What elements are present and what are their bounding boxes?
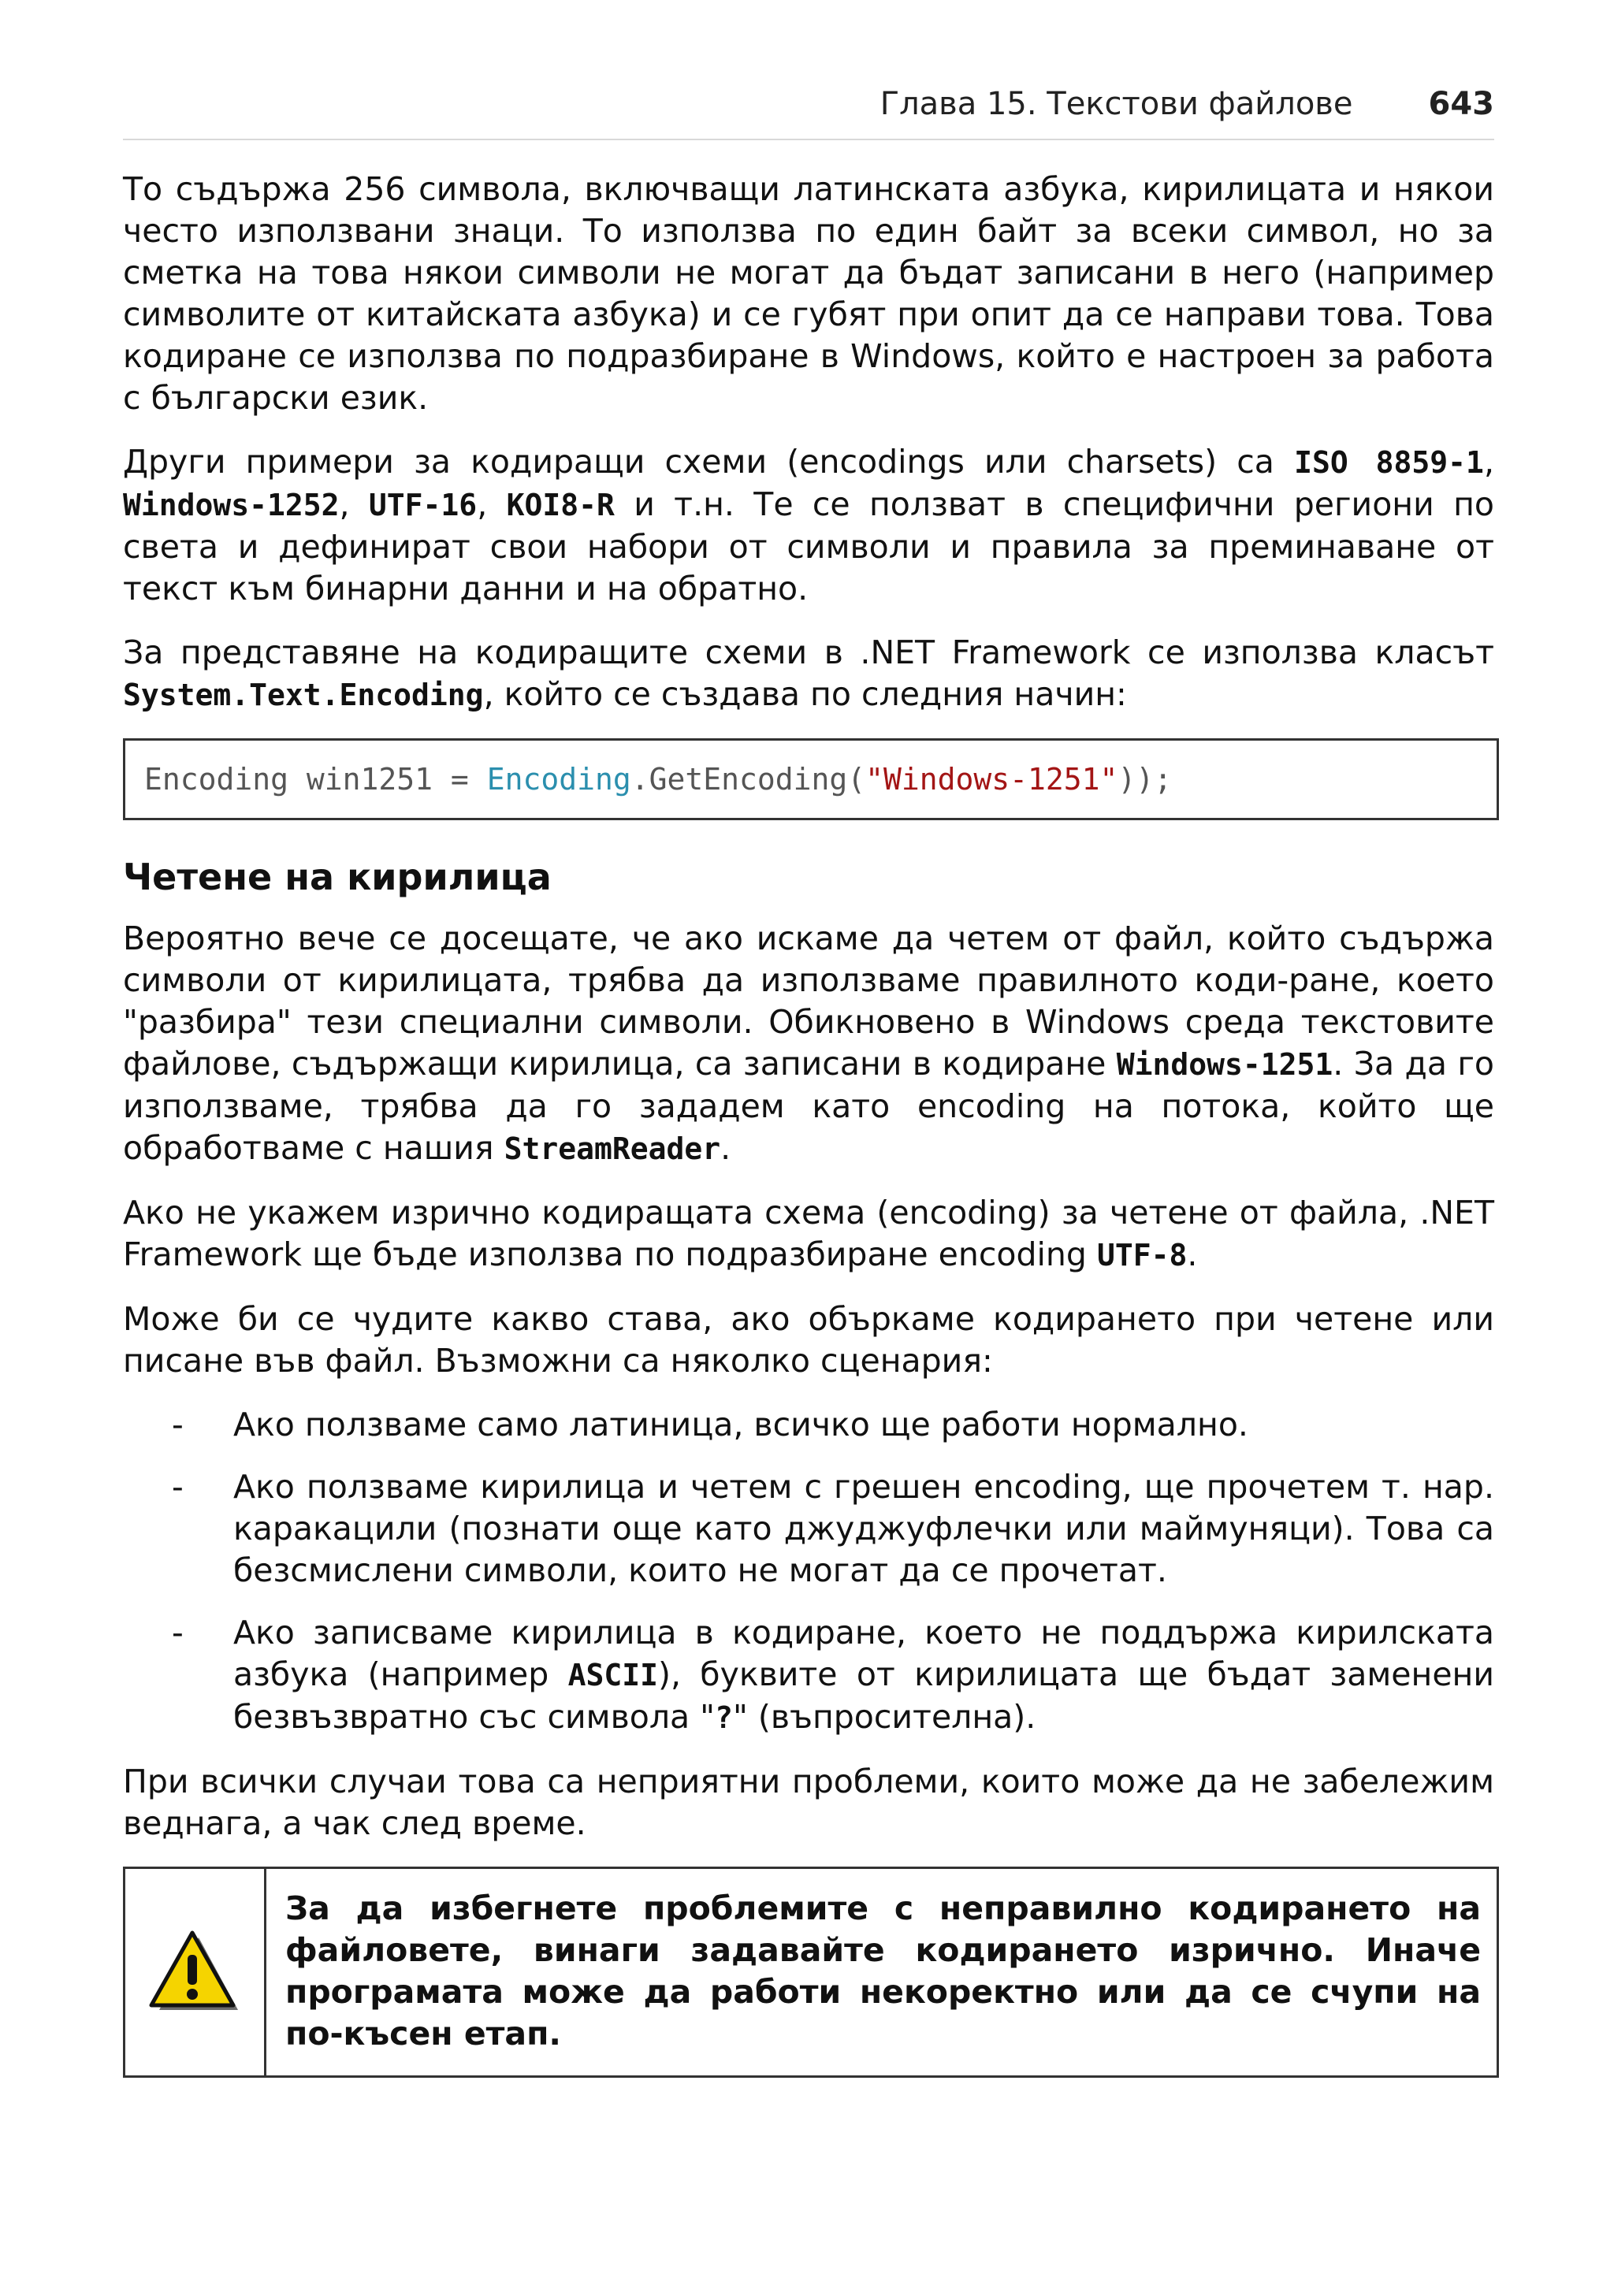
paragraph-cyrillic-reading — [123, 918, 1494, 1170]
text-run: . За да го използваме, трябва да го зададем като encoding на потока, който ще обработваме с нашия — [123, 1045, 1494, 1167]
list-item — [123, 1466, 1494, 1592]
list-item-text: Ако ползваме само латиница, всичко ще работи нормално. — [233, 1406, 1248, 1443]
paragraph-default-encoding — [123, 1192, 1494, 1276]
list-dash: - — [172, 1614, 184, 1651]
chapter-title: Глава 15. Текстови файлове — [880, 86, 1353, 122]
inline-code: StreamReader — [504, 1131, 721, 1166]
warning-icon — [148, 1930, 241, 2015]
code-token: )); — [1118, 762, 1173, 797]
text-run: За представяне на кодиращите схеми в .NET Framework се използва класът — [123, 633, 1494, 671]
code-token: .GetEncoding( — [630, 762, 866, 797]
warning-text: За да избегнете проблемите с неправилно кодирането на файловете, винаги задавайте кодирането изрично. Иначе програмата може да работи некоректно или да се счупи на по-късен етап. — [285, 1889, 1481, 2053]
inline-code: Windows-1252 — [123, 488, 340, 522]
paragraph-conclusion: При всички случаи това са неприятни проблеми, които може да не забележим веднага, а чак след време. — [123, 1763, 1494, 1842]
list-item — [123, 1404, 1494, 1446]
running-header — [123, 82, 1494, 140]
inline-code: Windows-1251 — [1116, 1047, 1333, 1082]
code-string-token: "Windows-1251" — [865, 762, 1118, 797]
text-run: Ако не укажем изрично кодиращата схема (encoding) за четене от файла, .NET Framework ще бъде използва по подразбиране encoding — [123, 1194, 1494, 1273]
text-run: . — [720, 1129, 731, 1167]
page-number: 643 — [1428, 86, 1494, 122]
inline-code: UTF-8 — [1096, 1238, 1188, 1272]
text-run: , — [339, 485, 369, 523]
list-item-text: ), буквите от кирилицата ще бъдат заменени безвъзвратно със символа " — [233, 1655, 1494, 1736]
list-item — [123, 1612, 1494, 1739]
text-run: , — [1483, 443, 1494, 481]
list-item-text: Ако ползваме кирилица и четем с грешен encoding, ще прочетем т. нар. каракацили (познати още като джуджуфлечки или маймуняци). Това са безсмислени символи, които не могат да се прочетат. — [233, 1468, 1494, 1589]
paragraph-scenarios-intro: Може би се чудите какво става, ако объркаме кодирането при четене или писане във файл. Възможни са няколко сценария: — [123, 1300, 1494, 1380]
scenario-list — [123, 1404, 1494, 1739]
inline-code: ? — [715, 1700, 733, 1735]
section-heading: Четене на кирилица — [123, 856, 552, 898]
list-item-text: " (въпросителна). — [732, 1698, 1036, 1736]
page-body — [123, 169, 1494, 2078]
paragraph-encoding-class — [123, 632, 1494, 716]
text-run: , — [477, 485, 507, 523]
list-dash: - — [172, 1468, 184, 1506]
inline-code: ISO 8859-1 — [1294, 445, 1484, 480]
code-class-token: Encoding — [486, 762, 631, 797]
inline-code: ASCII — [567, 1658, 658, 1692]
inline-code: KOI8-R — [506, 488, 615, 522]
list-item-text: Ако записваме кирилица в кодиране, което не поддържа кирилската азбука (например — [233, 1614, 1494, 1693]
list-dash: - — [172, 1406, 184, 1443]
paragraph-encoding-intro: То съдържа 256 символа, включващи латинската азбука, кирилицата и някои често използвани знаци. То използва по един байт за всеки символ, но за сметка на това някои символи не могат да бъдат записани в него (например символите от китайската азбука) и се губят при опит да се направи това. Това кодиране се използва по подразбиране в Windows, който е настроен за работа с български език. — [123, 170, 1494, 417]
code-token: Encoding win1251 = — [144, 762, 487, 797]
code-block — [123, 738, 1499, 820]
text-run: , който се създава по следния начин: — [483, 675, 1127, 713]
text-run: и т.н. Те се ползват в специфични региони по света и дефинират свои набори от символи и правила за преминаване от текст към бинарни данни и на обратно. — [123, 485, 1494, 607]
text-run: . — [1187, 1235, 1198, 1273]
warning-box — [123, 1867, 1499, 2078]
text-run: Други примери за кодиращи схеми (encodings или charsets) са — [123, 443, 1295, 481]
paragraph-encoding-examples — [123, 441, 1494, 610]
inline-code: System.Text.Encoding — [123, 678, 484, 712]
text-run: Вероятно вече се досещате, че ако искаме да четем от файл, който съдържа символи от кирилицата, трябва да използваме правилното коди-ране, което "разбира" тези специални символи. Обикновено в Windows среда текстовите файлове, съдържащи кирилица, са записани в кодиране — [123, 920, 1494, 1083]
inline-code: UTF-16 — [368, 488, 478, 522]
warning-icon-cell — [125, 1869, 266, 2075]
